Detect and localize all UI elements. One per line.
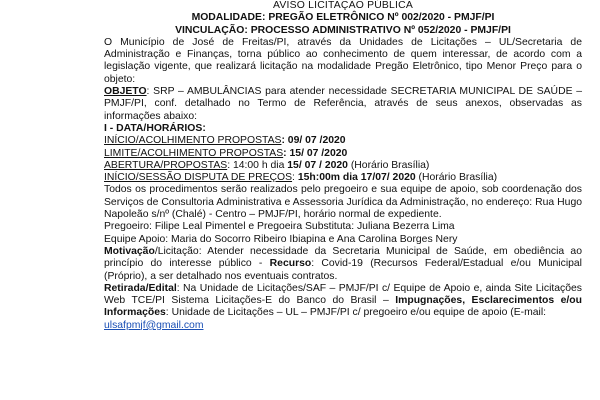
date-label: INÍCIO/SESSÃO DISPUTA DE PREÇOS: [104, 172, 293, 184]
impugnacoes-label: Impugnações, Esclarecimentos e/ou Informações: [104, 295, 582, 319]
date-mid: : 14:00 h dia: [227, 159, 288, 171]
motivacao-label: Motivação: [104, 245, 155, 257]
date-row-limite: [104, 148, 582, 160]
date-mid: :: [292, 172, 298, 184]
date-label: LIMITE/ACOLHIMENTO PROPOSTAS: [104, 147, 284, 159]
motivacao-text: /Licitação: Atender necessidade da Secretaria Municipal de Saúde, em obediência ao princípio do interesse público -: [104, 245, 582, 270]
modalidade-heading: MODALIDADE: PREGÃO ELETRÔNICO Nº 002/2020 - PMJF/PI: [191, 12, 495, 24]
date-suffix: (Horário Brasília): [347, 159, 430, 171]
section-dates-heading: I - DATA/HORÁRIOS:: [104, 122, 206, 134]
objeto-paragraph: [104, 86, 582, 123]
impugnacoes-text: : Unidade de Licitações – UL – PMJF/PI c/ pregoeiro e/ou equipe de apoio (E-mail:: [165, 307, 547, 319]
date-row-abertura: [104, 160, 582, 172]
date-label: INÍCIO/ACOLHIMENTO PROPOSTAS: [104, 135, 282, 147]
date-label: ABERTURA/PROPOSTAS: [104, 159, 228, 171]
vinculacao-heading: VINCULAÇÃO: PROCESSO ADMINISTRATIVO Nº 052/2020 - PMJF/PI: [175, 24, 511, 36]
retirada-text: : Na Unidade de Licitações/SAF – PMJF/PI c/ Equipe de Apoio e, ainda Site Licitações Web TCE/PI Sistema Licitações-E do Banco do Brasil –: [104, 282, 582, 307]
retirada-paragraph: [104, 283, 582, 320]
equipe-line: Equipe Apoio: Maria do Socorro Ribeiro Ibiapina e Ana Carolina Borges Nery: [104, 233, 458, 245]
date-row-disputa: [104, 172, 582, 184]
date-value: : 15/ 07 /2020: [283, 147, 348, 159]
retirada-label: Retirada/Edital: [104, 282, 177, 294]
date-suffix: (Horário Brasília): [415, 172, 498, 184]
date-value: : 09/ 07 /2020: [281, 135, 346, 147]
pregoeiro-line: Pregoeiro: Filipe Leal Pimentel e Pregoeira Substituta: Juliana Bezerra Lima: [104, 221, 455, 233]
recurso-text: : Covid-19 (Recursos Federal/Estadual e/ou Municipal (Próprio), a ser detalhado nos eventuais contratos.: [104, 258, 582, 282]
notice-title: AVISO LICITAÇÃO PÚBLICA: [273, 0, 413, 11]
recurso-label: Recurso: [269, 258, 312, 270]
procedimentos-paragraph: Todos os procedimentos serão realizados pelo pregoeiro e sua equipe de apoio, sob coordenação dos Serviços de Consultoria Administrativa e Assessoria Jurídica da Administração, no endereço: Rua Hugo Napoleão s/nº (Chalé) - Centro – PMJF/PI, horário normal de expediente.: [104, 184, 582, 221]
objeto-text: : SRP – AMBULÂNCIAS para atender necessidade SECRETARIA MUNICIPAL DE SAÚDE – PMJF/PI, conf. detalhado no Termo de Referência, através de seus anexos, observadas as informações abaixo:: [104, 86, 582, 122]
email-line: [104, 320, 582, 332]
objeto-label: OBJETO: [104, 86, 147, 98]
date-value: 15h:00m dia 17/07/ 2020: [297, 172, 416, 184]
email-link[interactable]: ulsafpmjf@gmail.com: [104, 319, 204, 331]
motivacao-paragraph: [104, 246, 582, 283]
intro-paragraph: O Município de José de Freitas/PI, através da Unidades de Licitações – UL/Secretaria de Administração e Finanças, torna público ao conhecimento de quem interessar, de acordo com a legislação vigente, que realizará licitação na modalidade Pregão Eletrônico, tipo Menor Preço para o objeto:: [104, 36, 582, 85]
date-value: 15/ 07 / 2020: [287, 159, 348, 171]
date-row-inicio: [104, 135, 582, 147]
